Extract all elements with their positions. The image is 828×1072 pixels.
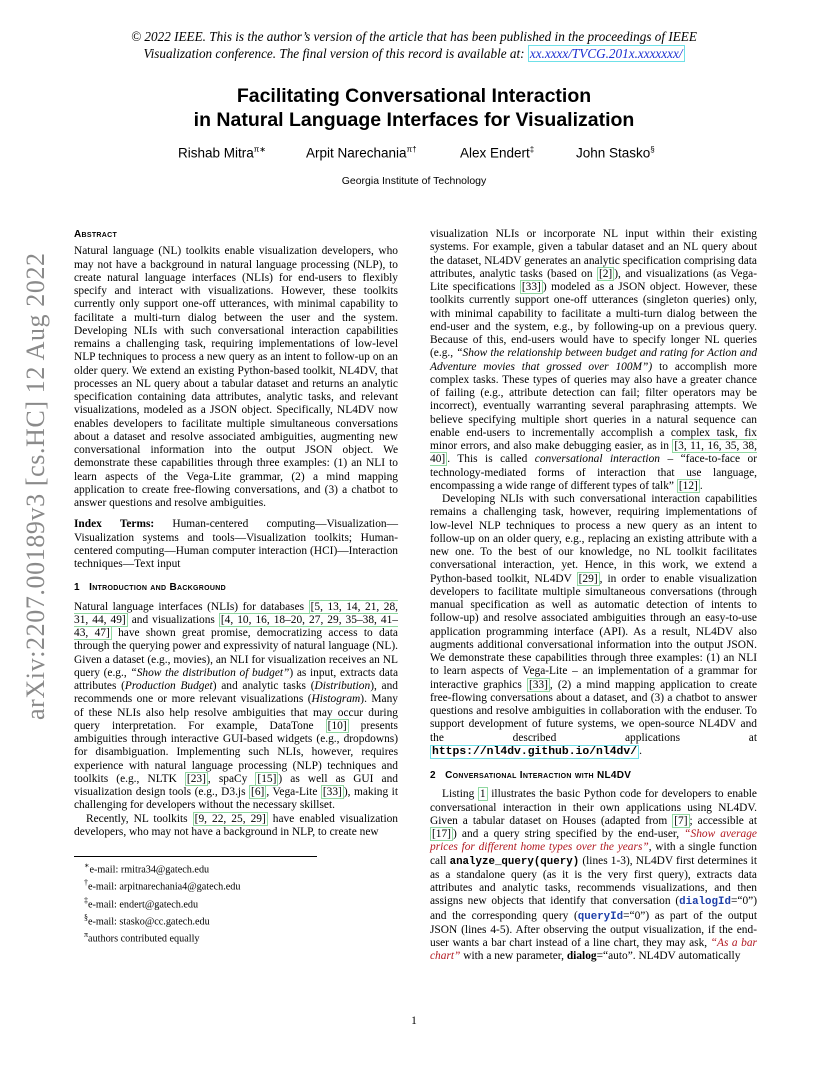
section-1-paragraph-2: Recently, NL toolkits [9, 22, 25, 29] have enabled visualization developers, who may not have a background in NLP, to create new bbox=[74, 812, 399, 838]
citation[interactable]: [15] bbox=[257, 772, 277, 785]
example-query: “Show average prices for different home types over the years” bbox=[430, 828, 757, 854]
citation[interactable]: [33] bbox=[521, 281, 541, 293]
citation[interactable]: [9, 22, 25, 29] bbox=[194, 812, 266, 825]
abstract-text: Natural language (NL) toolkits enable visualization developers, who may not have a background in natural language processing (NLP), to create natural language interfaces (NLIs) for end-users to flexibly specify and interact with visualizations. However, these toolkits currently only support one-off utterances, with minimal capability to facilitate a multi-turn dialog between the user and the system. Developing NLIs with such conversational interaction capabilities remains a challenging task, requiring implementations of low-level NLP techniques to process a new query as an intent to follow-up on an older query. We extend an existing Python-based toolkit, NL4DV, that processes an NL query about a tabular dataset and returns an analytic specification containing data attributes, analytic tasks, and relevant visualizations, modeled as a JSON object. Specifically, NL4DV now enables developers to facilitate multiple simultaneous conversations about a dataset and resolve associated ambiguities, augmenting new conversational information into the output JSON object. We demonstrate these capabilities through three examples: (1) an NLI to learn aspects of the Vega-Lite grammar, (2) a mind mapping application to create free-flowing conversations, and (3) a chatbot to answer questions and resolve ambiguities. bbox=[74, 245, 398, 509]
footnote-rule bbox=[74, 856, 317, 857]
citation[interactable]: [17] bbox=[432, 828, 451, 840]
citation[interactable]: [3, 11, 16, 35, 38, 40] bbox=[430, 440, 757, 466]
footnote: ∗e-mail: rmitra34@gatech.edu bbox=[84, 861, 210, 876]
section-2-paragraph-1: Listing 1 illustrates the basic Python code for developers to enable conversational interaction in their own applications using NL4DV. Given a tabular dataset on Houses (adapted from [7] ; accessible at [17] ) and a query string specified by the end-user, “Show average prices for different home types over the years”, with a single function call analyze_query(query) (lines 1-3), NL4DV first determines it as a standalone query (as it is the very first query), extracts data attributes and analytic tasks, recommends visualizations, and then assigns new objects that identify that conversation (dialogId=“0”) and the corresponding query (queryId=“0”) as part of the output JSON (lines 4-5). After observing the output visualization, if the end-user wants a bar chart instead of a line chart, they may ask, “As a bar chart” with a new parameter, dialog=“auto”. NL4DV automatically bbox=[430, 788, 757, 963]
notice-line-2: Visualization conference. The final version of this record is available at: xx.xxxx/TVCG.201x.xxxxxxx/ bbox=[143, 46, 683, 61]
right-paragraph-1: visualization NLIs or incorporate NL input within their existing systems. For example, given a tabular dataset and an NL query about the dataset, NL4DV generates an analytic specification comprising data attributes, analytic tasks (based on [2] ), and visualizations (as Vega-Lite specifications [33] ) modeled as a JSON object. However, these toolkits currently support one-off utterances (singleton queries) only, with minimal capability to facilitate a multi-turn dialog between the end-user and the system, e.g., by following-up on a previous query. Because of this, end-users would have to specify longer NL queries (e.g., “Show the relationship between budget and rating for Action and Adventure movies that grossed over 100M”) to accomplish more complex tasks. These types of queries may also have a greater chance of failing (e.g., attribute detection can fail; filter operators may be incorrect), eventually warranting several paraphrasing attempts. We believe specifying multiple short queries in a natural sequence can enable end-users to incrementally accomplish a complex task, fix minor errors, and also make debugging easier, as in [3, 11, 16, 35, 38, 40] . This is called conversational interaction – “face-to-face or technology-mediated forms of interaction that use language, encompassing a wide range of different types of talk” [12] . bbox=[430, 228, 758, 492]
affiliation: Georgia Institute of Technology bbox=[341, 175, 487, 187]
page-number: 1 bbox=[411, 1015, 417, 1027]
citation[interactable]: [33] bbox=[322, 786, 342, 798]
index-terms: Index Terms: Human-centered computing—Visualization—Visualization systems and tools—Visualization toolkits; Human-centered computing—Human computer interaction (HCI)—Interaction techniques—Text input bbox=[74, 518, 398, 570]
footnote: §e-mail: stasko@cc.gatech.edu bbox=[84, 912, 210, 928]
citation[interactable]: [2] bbox=[598, 267, 613, 280]
right-paragraph-2: Developing NLIs with such conversational interaction capabilities remains a challenging task, however, requiring implementations of low-level NLP techniques to process a new query as an intent to follow-up on an older query, e.g., replacing an existing attribute with a new one. To the best of our knowledge, no NL toolkit facilitates conversational interaction, yet. Hence, in this work, we extend a Python-based toolkit, NL4DV [29] , in order to enable visualization developers to facilitate multiple simultaneous conversations (through manual specification as well as automatic detection of intents to follow-up) and resolve associated ambiguities through an easy-to-use application programming interface (API). As a result, NL4DV also augments additional conversational information into the output JSON. We demonstrate these capabilities through three examples: (1) an NLI to learn aspects of Vega-Lite – an implementation of a grammar for interactive graphics [33] , (2) a mind mapping application to create free-flowing conversations about a dataset, and (3) a chatbot to answer questions and resolve ambiguities in collaboration with the enduser. To support development of future systems, we open-source NL4DV and the described applications at https://nl4dv.github.io/nl4dv/ . bbox=[430, 493, 757, 758]
section-2-heading: 2 Conversational Interaction with NL4DV bbox=[430, 770, 632, 781]
doi-link[interactable]: xx.xxxx/TVCG.201x.xxxxxxx/ bbox=[529, 46, 683, 61]
author-4: John Stasko§ bbox=[576, 145, 655, 161]
citation[interactable]: [6] bbox=[251, 786, 265, 798]
right-column bbox=[430, 228, 757, 964]
footnotes bbox=[84, 860, 241, 946]
citation[interactable]: [10] bbox=[327, 719, 347, 732]
author-1: Rishab Mitra$^{\pi∗}$ bbox=[178, 145, 267, 161]
paper-title: Facilitating Conversational Interaction in Natural Language Interfaces for Visualization bbox=[193, 85, 635, 131]
arxiv-stamp: arXiv:2207.00189v3 [cs.HC] 12 Aug 2022 bbox=[21, 252, 50, 720]
listing-link[interactable]: 1 bbox=[479, 788, 486, 801]
copyright-notice bbox=[0, 28, 828, 62]
code-inline: dialogId bbox=[679, 896, 731, 909]
footnote: $^\pi$authors contributed equally bbox=[84, 930, 200, 945]
project-url-link[interactable]: https://nl4dv.github.io/nl4dv/ bbox=[432, 745, 638, 758]
left-column bbox=[74, 228, 398, 839]
citation[interactable]: [29] bbox=[578, 572, 598, 585]
footnote: ‡e-mail: endert@gatech.edu bbox=[84, 895, 199, 910]
section-1-heading: 1 Introduction and Background bbox=[74, 582, 226, 594]
example-query: “As a bar chart” bbox=[430, 937, 757, 963]
citation[interactable]: [12] bbox=[678, 479, 698, 492]
code-inline: queryId bbox=[577, 910, 624, 923]
code-inline: analyze_query(query) bbox=[449, 855, 580, 868]
citation[interactable]: [7] bbox=[674, 814, 688, 827]
citation[interactable]: [23] bbox=[186, 772, 206, 785]
section-1-paragraph-1: Natural language interfaces (NLIs) for databases [5, 13, 14, 21, 28, 31, 44, 49] and visualizations [4, 10, 16, 18–20, 27, 29, 35–38, 41–43, 47] have shown great promise, democratizing access to data through the querying power and expressivity of natural language (NL). Given a dataset (e.g., movies), an NLI for visualization receives an NL query (e.g., “Show the distribution of budget”) as input, extracts data attributes (Production Budget) and analytic tasks (Distribution), and recommends one or more relevant visualizations (Histogram). Many of these NLIs also help resolve ambiguities that may occur during query interpretation. For example, DataTone [10] presents ambiguities through interactive GUI-based widgets (e.g., dropdowns) for disambiguation. Implementing such NLIs, however, requires experience with natural language processing (NLP) techniques and toolkits (e.g., NLTK [23] , spaCy [15] ) as well as GUI and visualization design tools (e.g., D3.js [6] , Vega-Lite [33] ), making it challenging for developers without the necessary skillset. bbox=[74, 600, 399, 812]
footnote: †e-mail: arpitnarechania4@gatech.edu bbox=[84, 878, 241, 893]
notice-line-1: © 2022 IEEE. This is the author’s version of the article that has been published in the proceedings of IEEE bbox=[131, 29, 697, 44]
author-3: Alex Endert‡ bbox=[460, 145, 535, 161]
citation[interactable]: [33] bbox=[528, 678, 548, 691]
abstract-heading: Abstract bbox=[74, 229, 118, 240]
author-2: Arpit Narechania$^{\pi\dagger}$ bbox=[306, 145, 417, 161]
citation[interactable]: [4, 10, 16, 18–20, 27, 29, 35–38, 41–43, 47] bbox=[74, 613, 398, 639]
citation[interactable]: [5, 13, 14, 21, 28, 31, 44, 49] bbox=[74, 600, 398, 626]
